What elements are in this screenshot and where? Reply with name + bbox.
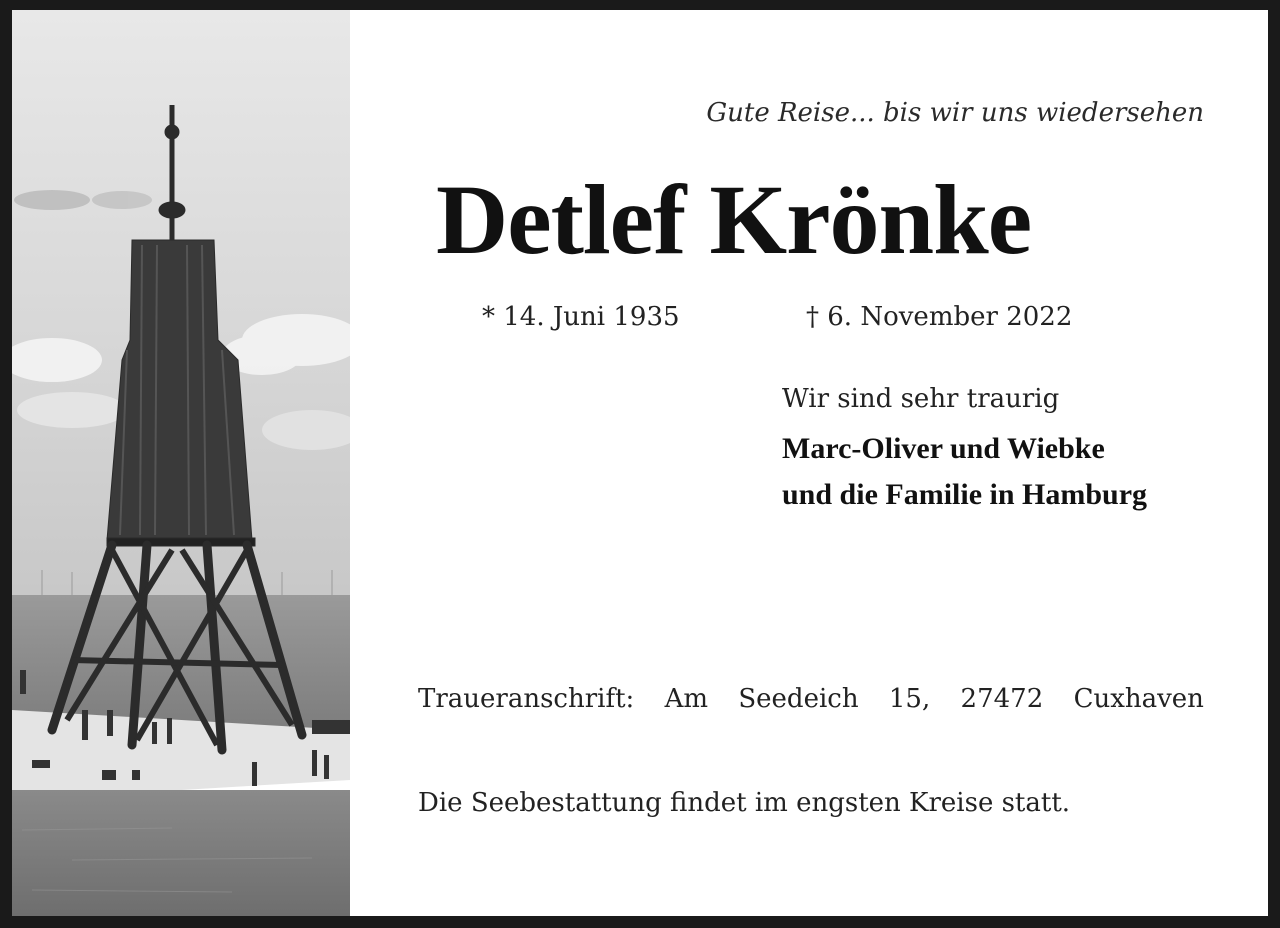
address-street: Seedeich [738,684,859,714]
death-date: † 6. November 2022 [806,302,1073,332]
grief-statement: Wir sind sehr traurig [782,384,1060,414]
birth-date: * 14. Juni 1935 [482,302,680,332]
address-number: 15, [888,684,931,714]
address-label: Traueranschrift: [418,684,635,714]
burial-note: Die Seebestattung findet im engsten Kreise statt. [418,788,1071,818]
address-word: Am [664,684,709,714]
notice-text-area [350,10,1268,916]
mourners-block [782,384,1147,518]
deceased-name: Detlef Krönke [436,164,1032,275]
mourner-names-line-1: Marc-Oliver und Wiebke [782,432,1105,465]
mourner-names-line-2: und die Familie in Hamburg [782,478,1148,511]
obituary-notice [12,10,1268,916]
condolence-address [418,684,1204,714]
address-postcode: 27472 [960,684,1044,714]
kugelbake-beacon-photo [12,10,350,916]
address-city: Cuxhaven [1073,684,1204,714]
motto-line: Gute Reise... bis wir uns wiedersehen [706,98,1204,128]
